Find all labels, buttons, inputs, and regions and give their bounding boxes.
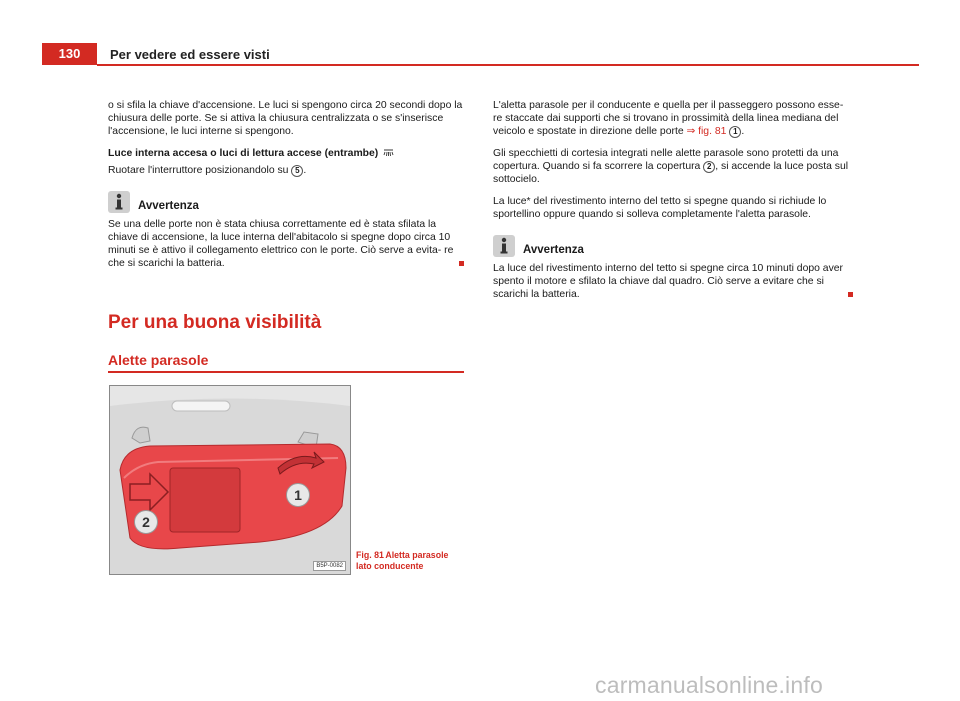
warning-title: Avvertenza — [138, 200, 199, 212]
callout-1 — [286, 483, 310, 507]
callout-number: 1 — [729, 126, 741, 138]
figure-caption-text — [356, 550, 461, 572]
interior-light-icon — [383, 149, 394, 157]
paragraph: La luce* del rivestimento interno del tetto si spegne quando si richiude lo sportellino oppure quando si solleva completamente l'aletta parasole. — [493, 196, 827, 220]
paragraph — [493, 147, 853, 186]
paragraph-text-continued: , si accende la luce posta sul sottocielo. — [493, 161, 849, 185]
sun-visor-illustration — [110, 386, 350, 574]
callout-number: 2 — [703, 161, 715, 173]
warning-body: La luce del rivestimento interno del tetto si spegne circa 10 minuti dopo aver spento il motore e sfilato la chiave dal quadro. Ciò serve a evitare che si scarichi la batteria. — [493, 263, 844, 300]
callout-number: 5 — [291, 165, 303, 177]
chapter-title: Per vedere ed essere visti — [110, 47, 270, 62]
header-divider — [97, 64, 919, 66]
figure-reference-link[interactable]: ⇒ fig. 81 — [686, 126, 727, 137]
paragraph-text: L'aletta parasole per il conducente e quella per il passeggero possono esse- re staccate dai supporti che si trovano in prossimità della linea mediana del veicolo e spostate in direzione delle porte — [493, 100, 844, 137]
watermark: carmanualsonline.info — [595, 672, 823, 698]
callout-2 — [134, 510, 158, 534]
left-column — [108, 99, 464, 279]
section-title: Per una buona visibilità — [108, 312, 322, 333]
warning-text — [108, 218, 464, 270]
info-icon — [108, 191, 130, 213]
info-icon — [493, 235, 515, 257]
section-end-marker — [459, 261, 464, 266]
subsection-divider — [108, 371, 464, 373]
paragraph: o si sfila la chiave d'accensione. Le luci si spengono circa 20 secondi dopo la chiusura delle porte. Se si attiva la chiusura centralizzata o se s'inserisce l'accensione, le luci interne si spengono. — [108, 100, 463, 137]
instruction-text: Ruotare l'interruttore posizionandolo su — [108, 165, 289, 176]
subheading — [108, 147, 464, 160]
warning-header — [493, 235, 853, 257]
caption-text: Aletta parasole lato conducente — [356, 550, 449, 571]
paragraph: Ruotare l'interruttore posizionandolo su 5 . — [108, 165, 307, 176]
warning-body: Se una delle porte non è stata chiusa correttamente ed è stata sfilata la chiave di accensione, la luce interna dell'abitacolo si spegne dopo circa 10 minuti se è attivo il collegamento elettrico con le porte. Ciò serve a evita- re che si scarichi la batteria. — [108, 219, 454, 269]
callout-2-label: 2 — [142, 514, 150, 530]
subheading-text: Luce interna accesa o luci di lettura accese (entrambe) — [108, 148, 379, 159]
figure-code: B5P-0082 — [313, 561, 346, 571]
warning-title: Avvertenza — [523, 244, 584, 256]
warning-header — [108, 191, 464, 213]
callout-1-label: 1 — [294, 487, 302, 503]
section-end-marker — [848, 292, 853, 297]
page-number: 130 — [42, 43, 97, 65]
right-column — [493, 99, 853, 310]
paragraph-text: Gli specchietti di cortesia integrati nelle alette parasole sono protetti da una copertura. Quando si fa scorrere la copertura — [493, 148, 839, 172]
paragraph: L'aletta parasole per il conducente e quella per il passeggero possono esse- re staccate dai supporti che si trovano in prossimità della linea mediana del veicolo e spostate in direzione delle porte ⇒ fig. 81 1 . — [493, 100, 844, 137]
warning-text — [493, 262, 853, 301]
subsection-title: Alette parasole — [108, 352, 209, 368]
caption-label: Fig. 81 — [356, 550, 384, 560]
sun-visor-figure — [109, 385, 351, 575]
